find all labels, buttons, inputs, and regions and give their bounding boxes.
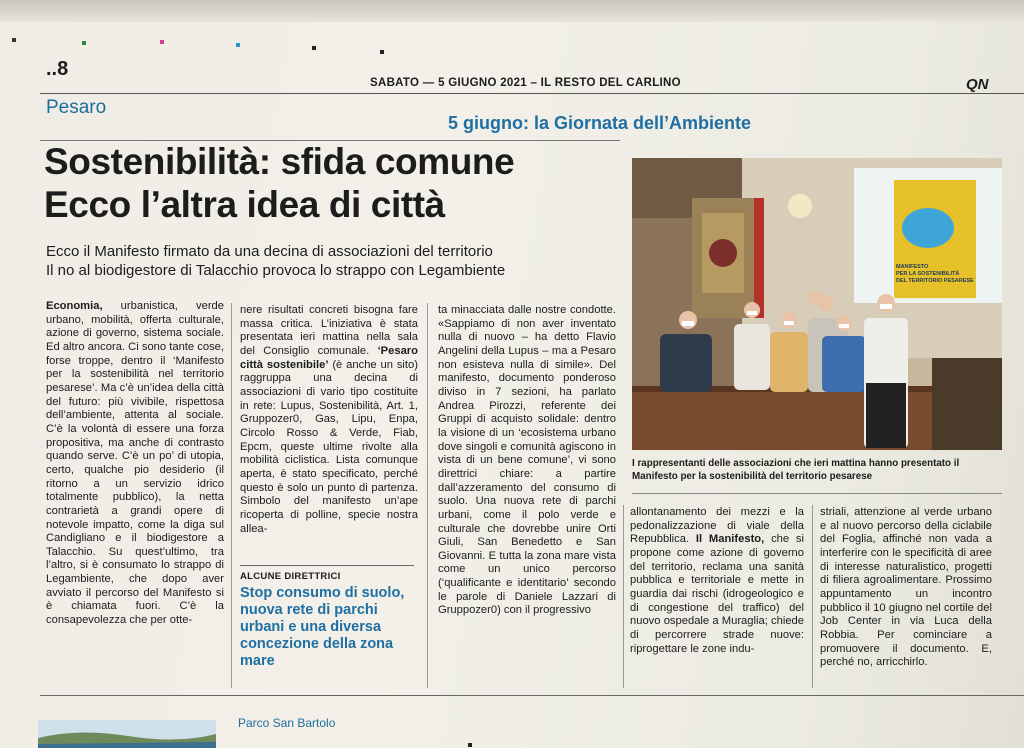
column-2-text-b: (è anche un sito) raggruppa una decina di associazioni di vario tipo costituite in rete: Lupus, Sostenibilità, Art. 1, Gruppozer0, Gas, Lipu, Enpa, Circolo Rosso & Verde, Fiab, Epcm, queste ultime rivolte alla mobilità ciclistica. Lista comunque aperta, è stato specificato, perché questo è solo un punto di partenza. Simbolo del manifesto un’ape ricoperta di polline, specie nostra allea- bbox=[240, 358, 418, 535]
photo-caption: I rappresentanti delle associazioni che ieri mattina hanno presentato il Manifesto per la sostenibilità del territorio pesarese bbox=[632, 458, 960, 482]
lead-word: Economia, bbox=[46, 300, 103, 312]
kicker: 5 giugno: la Giornata dell’Ambiente bbox=[448, 113, 752, 133]
column-4-text-b: che si propone come azione di governo del territorio, reclama una sanità pubblica e territoriale e mette in guardia dai rischi (idrogeologico e di congestione del traffico) del nuovo ospedale a Muraglia; chiede di percorrere strade nuove: riprogettare le zone indu- bbox=[630, 533, 804, 655]
deck bbox=[46, 243, 505, 280]
column-3-text: ta minacciata dalle nostre condotte. «Sappiamo di non aver inventato nulla di nuovo – ha detto Flavio Angelini della Lupus – ma a Pesaro non esisteva nulla di simile». Del manifesto, documento ponderoso diviso in 7 sezioni, ha parlato Andrea Pirozzi, referente dei Gruppi di acquisto solidale: dentro la visione di un ‘ecosistema urbano dove singoli e comunità agiscono in vista di un bene comune’, vi sono direttrici chiare: a partire dall’azzeramento del consumo di suolo. Una nuova rete di parchi urbani, come il polo verde e culturale che dovrebbe unire Orti Giuli, San Benedetto e San Giovanni. E tutta la zona mare vista come un unico percorso (‘qualificante e identitario’ secondo le parole di Daniele Lazzari di Gruppozer0) con il progressivo bbox=[438, 304, 616, 617]
column-2-text-a: nere risultati concreti bisogna fare massa critica. L’iniziativa è stata presentata ieri mattina nella sala del Consiglio comunale. bbox=[240, 304, 418, 357]
column-divider bbox=[427, 303, 428, 688]
article-column-4 bbox=[630, 506, 804, 656]
article-column-2 bbox=[240, 304, 418, 536]
article-column-3 bbox=[438, 304, 616, 618]
event-photo bbox=[632, 158, 1002, 450]
box-rule bbox=[240, 565, 414, 566]
column-divider bbox=[623, 505, 624, 688]
bottom-section-label: Parco San Bartolo bbox=[238, 716, 336, 730]
deck-line-1: Ecco il Manifesto firmato da una decina di associazioni del territorio bbox=[46, 243, 493, 260]
column-divider bbox=[231, 303, 232, 688]
column-5-text: striali, attenzione al verde urbano e al nuovo percorso della ciclabile del Foglia, affinché non vada a interferire con le specificità di aree di interesse naturalistico, progetti di filiera agroalimentare. Prossimo appuntamento un incontro pubblico il 10 giugno nel cortile del Job Center in via Luca della Robbia. Per cominciare a promuovere il documento. E, perché no, arricchirlo. bbox=[820, 506, 992, 669]
article-column-1 bbox=[46, 300, 224, 628]
column-4-text-a: allontanamento dei mezzi e la pedonalizzazione di viale della Repubblica. bbox=[630, 506, 804, 546]
section-title: Pesaro bbox=[46, 97, 107, 118]
article-column-5 bbox=[820, 506, 992, 670]
column-divider bbox=[812, 505, 813, 688]
headline-line-2: Ecco l’altra idea di città bbox=[44, 184, 445, 225]
bottom-rule bbox=[40, 695, 1024, 696]
qn-logo: QN bbox=[966, 76, 989, 93]
deck-line-2: Il no al biodigestore di Talacchio provoca lo strappo con Legambiente bbox=[46, 261, 506, 279]
photo-illustration bbox=[632, 158, 1002, 450]
column-4-bold: Il Manifesto, bbox=[695, 533, 765, 546]
column-1-text: urbanistica, verde urbano, mobilità, offerta culturale, azione di governo, sistema sociale. Ed altro ancora. Ci sono tante cose, forse troppe, dentro il ‘Manifesto per la sostenibilità nel territorio pesarese’. Ma c’è un’idea della città del futuro: più vivibile, rispettosa dell’ambiente, attenta al sociale. C’è la volontà di essere una forza propositiva, ma anche di contrasto quando serve. C’è un po’ di utopia, certo, qualche pio desiderio (il ritorno a un servizio idrico totalmente pubblico), la netta contrarietà a grandi opere di notevole impatto, come la diga sul Candigliano e il biodigestore a Talacchio. Su quest’ultimo, tra l’altro, si è consumato lo strappo di Legambiente, che dopo aver avviato il percorso del Manifesto si è chiamata fuori. C’è la consapevolezza che per otte- bbox=[46, 300, 224, 627]
screen-text: MANIFESTO PER LA SOSTENIBILITÀ DEL TERRITORIO PESARESE bbox=[896, 264, 974, 284]
column-2-bold: ‘Pesaro città sostenibile’ bbox=[240, 344, 418, 371]
headline bbox=[44, 140, 514, 226]
box-label: ALCUNE DIRETTRICI bbox=[240, 571, 341, 582]
bottom-thumbnail bbox=[38, 720, 216, 748]
running-head: SABATO — 5 GIUGNO 2021 – IL RESTO DEL CARLINO bbox=[370, 77, 681, 89]
caption-rule bbox=[632, 493, 1002, 494]
box-text: Stop consumo di suolo, nuova rete di parchi urbani e una diversa concezione della zona mare bbox=[240, 585, 405, 669]
print-mark bbox=[468, 743, 472, 747]
headline-line-1: Sostenibilità: sfida comune bbox=[44, 141, 515, 182]
previous-page-edge bbox=[0, 0, 1024, 22]
page-number: ..8 bbox=[46, 58, 69, 80]
header-rule bbox=[40, 93, 1024, 94]
